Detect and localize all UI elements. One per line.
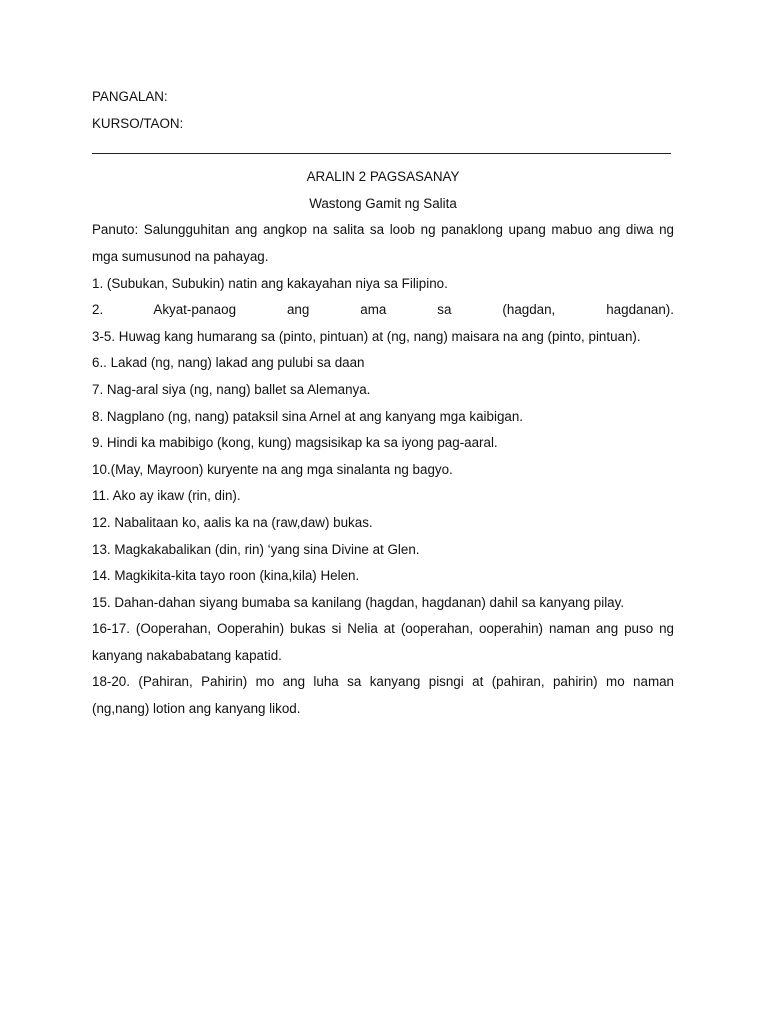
name-label: PANGALAN: (92, 89, 168, 104)
exercise-item-11: 11. Ako ay ikaw (rin, din). (92, 488, 241, 504)
lesson-title: ARALIN 2 PAGSASANAY (306, 169, 460, 185)
exercise-item-8: 8. Nagplano (ng, nang) pataksil sina Arnel at ang kanyang mga kaibigan. (92, 408, 524, 424)
instructions: Panuto: Salungguhitan ang angkop na salita sa loob ng panaklong upang mabuo ang diwa ng mga sumusunod na pahayag. (92, 222, 674, 264)
exercise-item-13: 13. Magkakabalikan (din, rin) ‘yang sina Divine at Glen. (92, 541, 420, 557)
exercise-item-15: 15. Dahan-dahan siyang bumaba sa kanilang (hagdan, hagdanan) dahil sa kanyang pilay. (92, 594, 625, 610)
exercise-item-1: 1. (Subukan, Subukin) natin ang kakayahan niya sa Filipino. (92, 275, 448, 291)
worksheet-body (92, 84, 674, 723)
exercise-item-3-5: 3-5. Huwag kang humarang sa (pinto, pintuan) at (ng, nang) maisara na ang (pinto, pintuan). (92, 328, 641, 344)
lesson-subtitle: Wastong Gamit ng Salita (309, 195, 457, 211)
exercise-item-18-20: 18-20. (Pahiran, Pahirin) mo ang luha sa kanyang pisngi at (pahiran, pahirin) mo naman (ng,nang) lotion ang kanyang likod. (92, 674, 674, 717)
exercise-item-9: 9. Hindi ka mabibigo (kong, kung) magsisikap ka sa iyong pag-aaral. (92, 435, 498, 451)
divider-line (92, 153, 671, 154)
exercise-item-2: 2. Akyat-panaog ang ama sa (hagdan, hagdanan). (92, 302, 674, 318)
exercise-item-6: 6.. Lakad (ng, nang) lakad ang pulubi sa daan (92, 355, 365, 371)
exercise-item-16-17: 16-17. (Ooperahan, Ooperahin) bukas si Nelia at (ooperahan, ooperahin) naman ang puso ng kanyang nakababatang kapatid. (92, 621, 674, 663)
exercise-item-14: 14. Magkikita-kita tayo roon (kina,kila) Helen. (92, 568, 360, 584)
course-year-label: KURSO/TAON: (92, 115, 184, 131)
exercise-item-7: 7. Nag-aral siya (ng, nang) ballet sa Alemanya. (92, 381, 371, 397)
exercise-item-10: 10.(May, Mayroon) kuryente na ang mga sinalanta ng bagyo. (92, 461, 453, 477)
exercise-item-12: 12. Nabalitaan ko, aalis ka na (raw,daw) bukas. (92, 514, 373, 530)
